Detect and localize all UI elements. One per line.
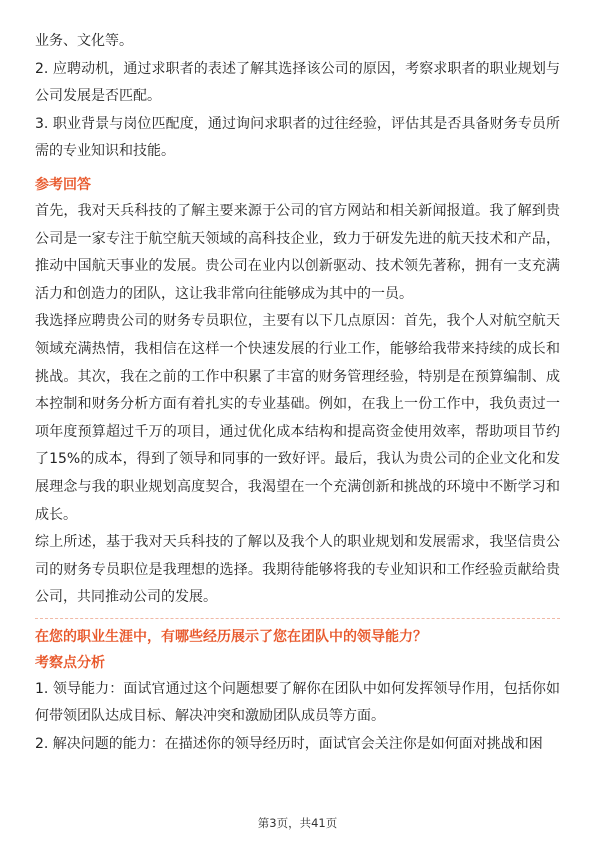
reference-answer-heading: 参考回答 [35,176,91,193]
analysis-item-1: 1. 领导能力：面试官通过这个问题想要了解你在团队中如何发挥领导作用，包括你如何带领团队达成目标、解决冲突和激励团队成员等方面。 [35,680,560,725]
analysis-heading: 考察点分析 [35,654,105,671]
page-number-footer: 第3页，共41页 [257,816,338,830]
question-title: 在您的职业生涯中，有哪些经历展示了您在团队中的领导能力？ [35,628,427,645]
page-content [35,28,560,759]
analysis-item-2: 2. 解决问题的能力：在描述你的领导经历时，面试官会关注你是如何面对挑战和困 [35,736,543,753]
reference-paragraph-3: 综上所述，基于我对天兵科技的了解以及我个人的职业规划和发展需求，我坚信贵公司的财务专员职位是我理想的选择。我期待能够将我的专业知识和工作经验贡献给贵公司，共同推动公司的发展。 [35,534,560,606]
intro-list-item-2: 2. 应聘动机，通过求职者的表述了解其选择该公司的原因，考察求职者的职业规划与公司发展是否匹配。 [35,60,560,105]
section-divider [35,618,560,619]
reference-paragraph-2: 我选择应聘贵公司的财务专员职位，主要有以下几点原因：首先，我个人对航空航天领域充满热情，我相信在这样一个快速发展的行业工作，能够给我带来持续的成长和挑战。其次，我在之前的工作中积累了丰富的财务管理经验，特别是在预算编制、成本控制和财务分析方面有着扎实的专业基础。例如，在我上一份工作中，我负责过一项年度预算超过千万的项目，通过优化成本结构和提高资金使用效率，帮助项目节约了15%的成本，得到了领导和同事的一致好评。最后，我认为贵公司的企业文化和发展理念与我的职业规划高度契合，我渴望在一个充满创新和挑战的环境中不断学习和成长。 [35,313,560,523]
reference-paragraph-1: 首先，我对天兵科技的了解主要来源于公司的官方网站和相关新闻报道。我了解到贵公司是一家专注于航空航天领域的高科技企业，致力于研发先进的航天技术和产品，推动中国航天事业的发展。贵公司在业内以创新驱动、技术领先著称，拥有一支充满活力和创造力的团队，这让我非常向往能够成为其中的一员。 [35,202,560,302]
intro-list-item-continuation: 业务、文化等。 [35,33,133,49]
intro-list-item-3: 3. 职业背景与岗位匹配度，通过询问求职者的过往经验，评估其是否具备财务专员所需的专业知识和技能。 [35,115,560,160]
